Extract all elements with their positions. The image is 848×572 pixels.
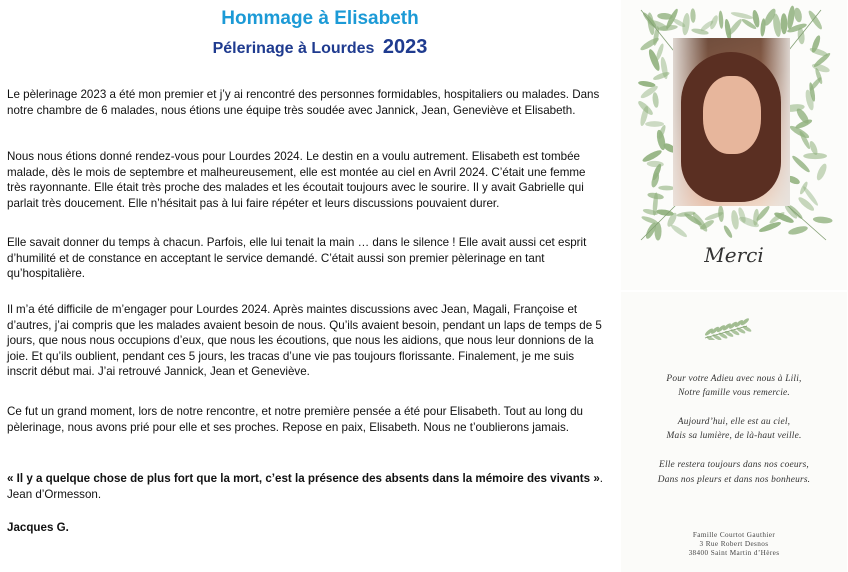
paragraph-1: Le pèlerinage 2023 a été mon premier et j’y ai rencontré des personnes formidables, hospitaliers ou malades. Dans notre chambre de 6 malades, nous étions une équipe très soudée avec Jannick, Jean, Geneviève et Elisabeth. bbox=[7, 88, 600, 117]
merci-text: Merci bbox=[704, 243, 764, 267]
quote bbox=[7, 471, 605, 502]
page-title: Hommage à Elisabeth bbox=[221, 8, 419, 29]
family-address: 3 Rue Robert Desnos bbox=[699, 540, 769, 548]
page-subtitle bbox=[0, 36, 640, 59]
poem-line-4: Mais sa lumière, de là-haut veille. bbox=[666, 431, 802, 441]
subtitle-text: Pélerinage à Lourdes bbox=[212, 40, 375, 57]
paragraph-5: Ce fut un grand moment, lors de notre rencontre, et notre première pensée a été pour Elisabeth. Tout au long du pèlerinage, nous avons prié pour elle et ses proches. Repose en paix, Elisabeth. Nous ne t’oublierons jamais. bbox=[7, 405, 583, 434]
portrait-photo bbox=[673, 38, 790, 206]
family-city: 38400 Saint Martin d’Hères bbox=[688, 549, 780, 557]
paragraph-2: Nous nous étions donné rendez-vous pour Lourdes 2024. Le destin en a voulu autrement. Elisabeth est tombée malade, dès le mois de septembre et malheureusement, elle est montée au ciel en Avril 2024. C’était une femme très rayonnante. Elle était très proche des malades et les écoutait toujours avec le sourire. Il y avait Gabrielle qui parlait très doucement. Elle n’hésitait pas à lui faire répéter et leurs discussions pouvaient durer. bbox=[7, 150, 586, 210]
poem-line-1: Pour votre Adieu avec nous à Lili, bbox=[666, 374, 802, 384]
poem-line-2: Notre famille vous remercie. bbox=[678, 388, 790, 398]
paragraph-4: Il m’a été difficile de m’engager pour Lourdes 2024. Après maintes discussions avec Jean, Magali, Françoise et d’autres, j’ai compris que les malades avaient besoin de nous. Qu’ils avaient besoin, pendant un laps de temps de 5 jours, que nous nous occupions d’eux, que nous les écoutions, que nous les aidions, que nous leur donnions de la joie. Et qu’ils oublient, pendant ces 5 jours, les tracas d’une vie pas toujours florissante. Finalement, je me suis inscrit début mai. J’ai retrouvé Jannick, Jean et Geneviève. bbox=[7, 303, 602, 379]
poem-line-3: Aujourd’hui, elle est au ciel, bbox=[677, 417, 791, 427]
signature: Jacques G. bbox=[7, 521, 69, 534]
paragraph-3: Elle savait donner du temps à chacun. Parfois, elle lui tenait la main … dans le silence ! Elle avait aussi cet esprit d’humilité et de constance en acceptant le service demandé. C’était aussi son premier pèlerinage en tant qu’hospitalière. bbox=[7, 236, 587, 281]
poem-line-5: Elle restera toujours dans nos coeurs, bbox=[659, 460, 809, 470]
quote-author: . Jean d’Ormesson. bbox=[7, 472, 604, 501]
family-name: Famille Courtot Gauthier bbox=[692, 531, 776, 539]
subtitle-year: 2023 bbox=[382, 36, 428, 58]
poem-line-6: Dans nos pleurs et dans nos bonheurs. bbox=[657, 475, 811, 485]
quote-text: « Il y a quelque chose de plus fort que la mort, c’est la présence des absents dans la mémoire des vivants » bbox=[7, 472, 600, 485]
